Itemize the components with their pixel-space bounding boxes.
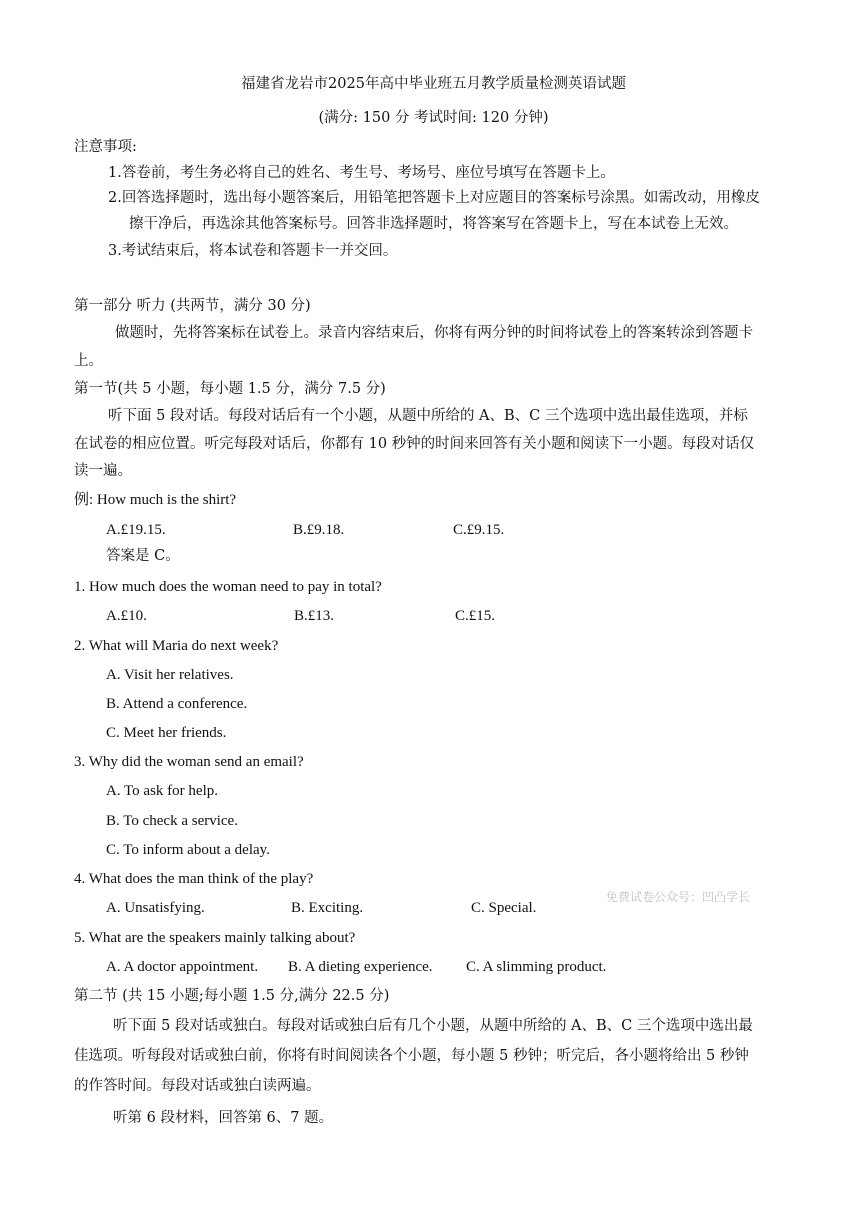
question-1-option-b: B.£13. [294, 608, 335, 624]
question-5-option-c: C. A slimming product. [466, 959, 607, 975]
notice-heading: 注意事项: [74, 139, 137, 155]
question-4-option-c: C. Special. [471, 900, 537, 916]
question-4-option-b: B. Exciting. [291, 900, 364, 916]
example-option-b: B.£9.18. [293, 522, 345, 538]
page-title: 福建省龙岩市2025年高中毕业班五月教学质量检测英语试题 [241, 76, 626, 92]
page-subtitle: (满分: 150 分 考试时间: 120 分钟) [318, 110, 549, 126]
section2-material: 听第 6 段材料，回答第 6、7 题。 [113, 1110, 334, 1126]
question-4: 4. What does the man think of the play? [74, 871, 314, 887]
watermark: 免费试卷公众号：凹凸学长 [606, 890, 751, 904]
part1-intro: 做题时，先将答案标在试卷上。录音内容结束后，你将有两分钟的时间将试卷上的答案转涂到答题卡 [115, 325, 753, 341]
section2-intro-1: 听下面 5 段对话或独白。每段对话或独白后有几个小题，从题中所给的 A、B、C 三个选项中选出最 [113, 1018, 753, 1034]
question-4-option-a: A. Unsatisfying. [106, 900, 205, 916]
question-3-option-b: B. To check a service. [106, 813, 238, 829]
question-3-option-c: C. To inform about a delay. [106, 842, 270, 858]
question-1-option-c: C.£15. [455, 608, 496, 624]
question-2: 2. What will Maria do next week? [74, 638, 279, 654]
section1-heading: 第一节(共 5 小题，每小题 1.5 分，满分 7.5 分) [74, 381, 386, 397]
notice-item-2: 2.回答选择题时，选出每小题答案后，用铅笔把答题卡上对应题目的答案标号涂黑。如需改动，用橡皮 [108, 190, 760, 206]
part1-heading: 第一部分 听力 (共两节，满分 30 分) [74, 298, 311, 314]
question-5: 5. What are the speakers mainly talking about? [74, 930, 356, 946]
section2-heading: 第二节 (共 15 小题;每小题 1.5 分,满分 22.5 分) [74, 988, 390, 1004]
part1-intro-cont: 上。 [74, 353, 103, 369]
notice-item-1: 1.答卷前，考生务必将自己的姓名、考生号、考场号、座位号填写在答题卡上。 [108, 165, 615, 181]
question-1: 1. How much does the woman need to pay in total? [74, 579, 382, 595]
section2-intro-3: 的作答时间。每段对话或独白读两遍。 [74, 1078, 321, 1094]
notice-item-3: 3.考试结束后，将本试卷和答题卡一并交回。 [108, 243, 398, 259]
notice-item-2-cont: 擦干净后，再选涂其他答案标号。回答非选择题时，将答案写在答题卡上，写在本试卷上无效。 [129, 216, 738, 232]
question-2-option-c: C. Meet her friends. [106, 725, 227, 741]
example-question: 例: How much is the shirt? [74, 492, 237, 508]
question-2-option-b: B. Attend a conference. [106, 696, 248, 712]
question-5-option-b: B. A dieting experience. [288, 959, 433, 975]
question-3: 3. Why did the woman send an email? [74, 754, 304, 770]
question-5-option-a: A. A doctor appointment. [106, 959, 259, 975]
example-option-c: C.£9.15. [453, 522, 505, 538]
example-option-a: A.£19.15. [106, 522, 166, 538]
section2-intro-2: 佳选项。听每段对话或独白前，你将有时间阅读各个小题，每小题 5 秒钟；听完后，各小题将给出 5 秒钟 [74, 1048, 749, 1064]
section1-intro-3: 读一遍。 [74, 463, 132, 479]
example-answer: 答案是 C。 [106, 548, 180, 564]
question-1-option-a: A.£10. [106, 608, 147, 624]
section1-intro-2: 在试卷的相应位置。听完每段对话后，你都有 10 秒钟的时间来回答有关小题和阅读下一小题。每段对话仅 [74, 436, 755, 452]
question-3-option-a: A. To ask for help. [106, 783, 218, 799]
question-2-option-a: A. Visit her relatives. [106, 667, 234, 683]
section1-intro-1: 听下面 5 段对话。每段对话后有一个小题，从题中所给的 A、B、C 三个选项中选出最佳选项，并标 [108, 408, 748, 424]
